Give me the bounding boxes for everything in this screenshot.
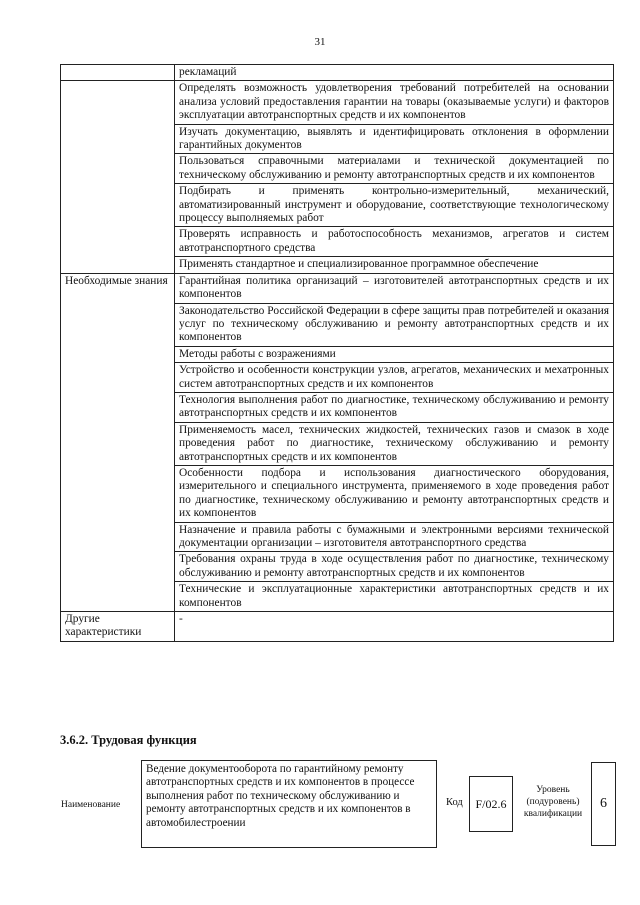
skill-row: Изучать документацию, выявлять и идентифицировать отклонения в оформлении гарантийных документов: [175, 124, 614, 154]
knowledge-row: Назначение и правила работы с бумажными и электронными версиями технической документации организации – изготовителя автотранспортного средства: [175, 522, 614, 552]
knowledge-row: Применяемость масел, технических жидкостей, технических газов и смазок в ходе проведения работ по диагностике, техническому обслуживанию и ремонту автотранспортных средств и их компонентов: [175, 422, 614, 465]
function-code-value: F/02.6: [469, 776, 513, 832]
knowledge-row: Устройство и особенности конструкции узлов, агрегатов, механических и мехатронных систем автотранспортных средств и их компонентов: [175, 363, 614, 393]
qualification-level-label: Уровень (подуровень) квалификации: [523, 785, 583, 819]
other-characteristics-value: -: [175, 612, 614, 642]
qualification-level-value: 6: [591, 762, 616, 846]
knowledge-row: Требования охраны труда в ходе осуществления работ по диагностике, техническому обслуживанию и ремонту автотранспортных средств и их компонентов: [175, 552, 614, 582]
knowledge-row: Законодательство Российской Федерации в сфере защиты прав потребителей и оказания услуг по техническому обслуживанию и ремонту автотранспортных средств и их компонентов: [175, 303, 614, 346]
knowledge-row: Технология выполнения работ по диагностике, техническому обслуживанию и ремонту автотранспортных средств и их компонентов: [175, 392, 614, 422]
knowledge-row: Особенности подбора и использования диагностического оборудования, измерительного и специального инструмента, применяемого в ходе проведения работ по диагностике, техническому обслуживанию и ремонту автотранспортных средств и их компонентов: [175, 465, 614, 522]
requirements-table: [60, 64, 614, 642]
knowledge-row: Гарантийная политика организаций – изготовителей автотранспортных средств и их компонентов: [175, 273, 614, 303]
function-code-label: Код: [446, 797, 463, 808]
function-name-label: Наименование: [61, 800, 121, 810]
other-characteristics-label: Другие характеристики: [61, 612, 175, 642]
skill-row: Пользоваться справочными материалами и технической документацией по техническому обслуживанию и ремонту автотранспортных средств и их компонентов: [175, 154, 614, 184]
knowledge-row: Методы работы с возражениями: [175, 346, 614, 362]
page-number: 31: [314, 36, 326, 48]
skill-row: Определять возможность удовлетворения требований потребителей на основании анализа условий предоставления гарантии на товары (оказываемые услуги) и факторов эксплуатации автотранспортных средств и их компонентов: [175, 81, 614, 124]
skill-row: Проверять исправность и работоспособность механизмов, агрегатов и систем автотранспортного средства: [175, 227, 614, 257]
section-heading: 3.6.2. Трудовая функция: [60, 733, 197, 747]
skill-row: Подбирать и применять контрольно-измерительный, механический, автоматизированный инструмент и оборудование, соответствующие технологическому процессу выполняемых работ: [175, 184, 614, 227]
skills-label-cell: [61, 65, 175, 81]
knowledge-row: Технические и эксплуатационные характеристики автотранспортных средств и их компонентов: [175, 582, 614, 612]
skill-row: Применять стандартное и специализированное программное обеспечение: [175, 257, 614, 273]
knowledge-label: Необходимые знания: [61, 273, 175, 611]
skill-row: рекламаций: [175, 65, 614, 81]
function-name-value: Ведение документооборота по гарантийному ремонту автотранспортных средств и их компонентов в процессе выполнения работ по техническому обслуживанию и ремонту автотранспортных средств и их компонентов в автомобилестроении: [141, 760, 437, 848]
